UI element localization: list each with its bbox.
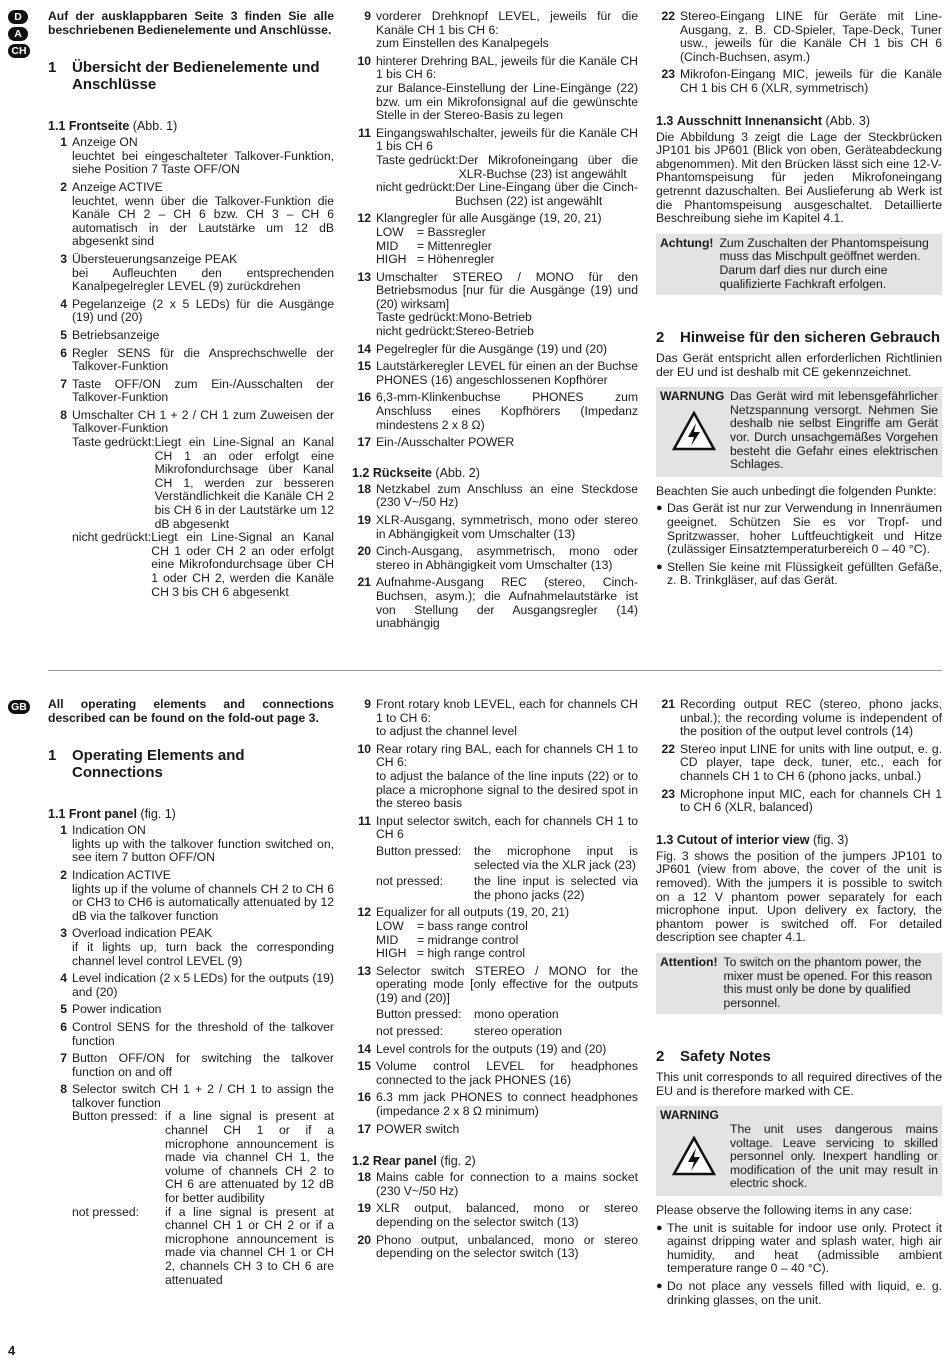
de-observe-text: Beachten Sie auch unbedingt die folgenden Punkte:	[656, 483, 937, 498]
de-item-3: 3 Übersteuerungsanzeige PEAK bei Aufleuchten den entsprechenden Kanalpegelregler LEVEL (9) zurückdrehen	[60, 251, 334, 294]
de-item-22: 22 Stereo-Eingang LINE für Geräte mit Line-Ausgang, z. B. CD-Spieler, Tape-Deck, Tuner usw., jeweils für die Kanäle CH 1 bis CH 6 (Cinch-Buchsen, asym.)	[661, 9, 942, 64]
section-divider	[48, 670, 942, 671]
de-item-5: 5 Betriebsanzeige	[60, 327, 160, 342]
en-column-3	[656, 698, 942, 1307]
de-item-20: 20 Cinch-Ausgang, asymmetrisch, mono oder stereo in Abhängigkeit vom Umschalter (13)	[357, 544, 638, 572]
en-item-21: 21 Recording output REC (stereo, phono jacks, unbal.); the recording volume is independent of the position of the output level controls (14)	[661, 697, 942, 739]
de-item-13: 13 Umschalter STEREO / MONO für den Betriebsmodus [nur für die Ausgänge (19) und (20) wirksam] Taste gedrückt: Mono-Betrieb nicht gedrückt: Stereo-Betrieb	[357, 269, 638, 339]
en-bullet-2: ● Do not place any vessels filled with liquid, e. g. drinking glasses, on the unit.	[656, 1279, 942, 1307]
en-heading-2: 2 Safety Notes	[656, 1048, 771, 1066]
de-item-23: 23 Mikrofon-Eingang MIC, jeweils für die Kanäle CH 1 bis CH 6 (XLR, symmetrisch)	[661, 67, 942, 95]
german-section	[0, 0, 950, 655]
de-bullet-2: ● Stellen Sie keine mit Flüssigkeit gefüllten Gefäße, z. B. Trinkgläser, auf das Gerät.	[656, 559, 942, 588]
lightning-triangle-icon	[672, 1136, 716, 1176]
en-safety-text: This unit corresponds to all required directives of the EU and is therefore marked with CE.	[656, 1070, 942, 1098]
badge-a: A	[8, 27, 28, 41]
de-item-10: 10 hinterer Drehring BAL, jeweils für die Kanäle CH 1 bis CH 6: zur Balance-Einstellung der Line-Eingänge (22) bzw. um ein Mikrofonsignal auf die gewünschte Stelle in der Stereo-Basis zu legen	[357, 53, 638, 123]
de-intro: Auf der ausklappbaren Seite 3 finden Sie alle beschriebenen Bedienelemente und Anschlüsse.	[48, 9, 334, 37]
de-item-2: 2 Anzeige ACTIVE leuchtet, wenn über die Talkover-Funktion die Kanäle CH 2 – CH 6 bzw. CH 3 – CH 6 automatisch in der Lautstärke um 12 dB abgesenkt sind	[60, 179, 334, 249]
de-interior-text: Die Abbildung 3 zeigt die Lage der Steckbrücken JP101 bis JP601 (Blick von oben, Geräteabdeckung abgenommen). Mit den Brücken lässt sich eine 12-V-Phantomspeisung für jeden Mikrofoneingang getrennt dazuschalten. Bei Auslieferung ab Werk ist die Phantomspeisung ausgeschaltet. Detaillierte Beschreibung siehe im Kapitel 4.1.	[656, 129, 942, 226]
en-item-7: 7 Button OFF/ON for switching the talkover function on and off	[60, 1051, 334, 1079]
en-bullet-1: ● The unit is suitable for indoor use only. Protect it against dripping water and splash water, high air humidity, and heat (admissible ambient temperature range 0 – 40 °C).	[656, 1220, 942, 1276]
en-item-3: 3 Overload indication PEAK if it lights up, turn back the corresponding channel level control LEVEL (9)	[60, 926, 334, 968]
en-item-22: 22 Stereo input LINE for units with line output, e. g. CD player, tape deck, tuner, etc., each for channels CH 1 to CH 6 (phono jacks, unbal.)	[661, 741, 942, 783]
en-item-6: 6 Control SENS for the threshold of the talkover function	[60, 1019, 334, 1048]
en-item-5: 5 Power indication	[60, 1002, 162, 1017]
en-observe-text: Please observe the following items in any case:	[656, 1203, 913, 1218]
de-item-16: 16 6,3-mm-Klinkenbuchse PHONES zum Anschluss eines Kopfhörers (Impedanz mindestens 2 x 8 Ω)	[357, 390, 638, 432]
de-item-8: 8 Umschalter CH 1 + 2 / CH 1 zum Zuweisen der Talkover-Funktion Taste gedrückt: Liegt ein Line-Signal an Kanal CH 1 an oder erfolgt eine Mikrofondurchsage über Kanal CH 1, werden zur besseren Verständlichkeit die Kanäle CH 2 bis CH 6 in der Lautstärke um 12 dB abgesenkt nicht gedrückt: Liegt ein Line-Signal an Kanal CH 1 oder CH 2 an oder erfolgt eine Mikrofondurchsage über CH 1 oder CH 2, werden die Kanäle CH 3 bis CH 6 abgesenkt	[60, 407, 334, 599]
language-badges-de	[8, 10, 30, 61]
en-item-9: 9 Front rotary knob LEVEL, each for channels CH 1 to CH 6: to adjust the channel level	[364, 697, 638, 739]
de-heading-2: 2 Hinweise für den sicheren Gebrauch	[656, 329, 941, 347]
de-item-4: 4 Pegelanzeige (2 x 5 LEDs) für die Ausgänge (19) und (20)	[60, 296, 334, 325]
en-attention-note: Attention! To switch on the phantom power, the mixer must be opened. For this reason this must only be done by qualified personnel.	[656, 953, 942, 1014]
de-heading-1-3: 1.3 Ausschnitt Innenansicht (Abb. 3)	[656, 113, 870, 128]
en-item-4: 4 Level indication (2 x 5 LEDs) for the outputs (19) and (20)	[60, 971, 334, 999]
en-heading-1-2: 1.2 Rear panel (fig. 2)	[352, 1154, 476, 1169]
en-item-17: 17 POWER switch	[357, 1121, 460, 1136]
en-item-10: 10 Rear rotary ring BAL, each for channels CH 1 to CH 6: to adjust the balance of the line inputs (22) or to place a microphone signal to the desired spot in the stereo basis	[357, 741, 638, 811]
de-item-14: 14 Pegelregler für die Ausgänge (19) und (20)	[357, 341, 608, 356]
de-item-17: 17 Ein-/Ausschalter POWER	[357, 435, 515, 450]
de-column-1	[48, 10, 334, 603]
de-attention-note: Achtung! Zum Zuschalten der Phantomspeisung muss das Mischpult geöffnet werden. Darum darf dies nur durch eine qualifizierte Fachkraft erfolgen.	[656, 234, 942, 295]
de-item-1: 1 Anzeige ON leuchtet bei eingeschalteter Talkover-Funktion, siehe Position 7 Taste OFF/ON	[60, 135, 334, 177]
badge-ch: CH	[8, 44, 30, 58]
en-item-1: 1 Indication ON lights up with the talkover function switched on, see item 7 button OFF/ON	[60, 823, 334, 865]
en-item-16: 16 6.3 mm jack PHONES to connect headphones (impedance 2 x 8 Ω minimum)	[357, 1090, 638, 1119]
en-interior-text: Fig. 3 shows the position of the jumpers JP101 to JP601 (view from above, the cover of the unit is removed). With the jumpers it is possible to switch on a 12 V phantom power separately for each microphone input. Upon delivery ex factory, the phantom power is switched off. For detailed description see chapter 4.1.	[656, 848, 942, 945]
en-item-12: 12 Equalizer for all outputs (19, 20, 21) LOW = bass range control MID = midrange control HIGH = high range control	[357, 905, 570, 961]
en-item-8: 8 Selector switch CH 1 + 2 / CH 1 to assign the talkover function Button pressed: if a line signal is present at channel CH 1 or if a microphone announcement is made via channel CH 1, the volume of channels CH 2 to CH 6 are attenuated by 12 dB for better audibility not pressed: if a line signal is present at channel CH 1 or CH 2 or if a microphone announcement is made via channel CH 1 or CH 2, channels CH 3 to CH 6 are attenuated	[60, 1082, 334, 1287]
de-item-19: 19 XLR-Ausgang, symmetrisch, mono oder stereo in Abhängigkeit vom Umschalter (13)	[357, 513, 638, 541]
de-heading-1-2: 1.2 Rückseite (Abb. 2)	[352, 465, 480, 480]
en-item-13: 13 Selector switch STEREO / MONO for the operating mode [only effective for the outputs (19) and (20)] Button pressed: mono operation not pressed: stereo operation	[357, 963, 638, 1039]
de-bullet-1: ● Das Gerät ist nur zur Verwendung in Innenräumen geeignet. Schützen Sie es vor Tropf- und Spritzwasser, hoher Luftfeuchtigkeit und Hitze (zulässiger Einsatztemperaturbereich 0 – 40 °C).	[656, 501, 942, 557]
en-heading-1: 1 Operating Elements and Connections	[48, 747, 245, 782]
badge-d: D	[8, 10, 28, 24]
en-item-20: 20 Phono output, unbalanced, mono or stereo depending on the selector switch (13)	[357, 1232, 638, 1261]
en-item-11: 11 Input selector switch, each for channels CH 1 to CH 6 Button pressed: the microphone input is selected via the XLR jack (23) not pressed: the line input is selected via the phono jacks (22)	[358, 813, 638, 902]
de-item-21: 21 Aufnahme-Ausgang REC (stereo, Cinch-Buchsen, asym.); die Aufnahmelautstärke ist von Stellung der Ausgangsregler (14) unabhängig	[357, 575, 638, 631]
en-column-1	[48, 698, 334, 1291]
de-item-9: 9 vorderer Drehknopf LEVEL, jeweils für die Kanäle CH 1 bis CH 6: zum Einstellen des Kanalpegels	[364, 9, 638, 51]
page-number: 4	[8, 1343, 16, 1358]
english-section	[0, 690, 950, 1340]
en-item-19: 19 XLR output, balanced, mono or stereo depending on the selector switch (13)	[357, 1201, 638, 1229]
en-item-15: 15 Volume control LEVEL for headphones connected to the jack PHONES (16)	[357, 1059, 638, 1087]
de-item-11: 11 Eingangswahlschalter, jeweils für die Kanäle CH 1 bis CH 6 Taste gedrückt: Der Mikrofoneingang über die XLR-Buchse (23) ist angewählt nicht gedrückt: Der Line-Eingang über die Cinch-Buchsen (22) ist angewählt	[358, 125, 638, 208]
de-item-6: 6 Regler SENS für die Ansprechschwelle der Talkover-Funktion	[60, 345, 334, 374]
en-warning-box: WARNING The unit uses dangerous mains voltage. Leave servicing to skilled personnel only. Inexpert handling or modification of the unit may result in electric shock.	[656, 1106, 942, 1196]
en-item-23: 23 Microphone input MIC, each for channels CH 1 to CH 6 (XLR, balanced)	[661, 786, 942, 815]
en-column-2	[352, 698, 638, 1265]
en-item-2: 2 Indication ACTIVE lights up if the volume of channels CH 2 to CH 6 or CH3 to CH6 is automatically attenuated by 12 dB via the talkover function	[60, 867, 334, 923]
de-safety-text: Das Gerät entspricht allen erforderlichen Richtlinien der EU und ist deshalb mit CE gekennzeichnet.	[656, 351, 942, 379]
lightning-triangle-icon	[672, 411, 716, 451]
de-item-18: 18 Netzkabel zum Anschluss an eine Steckdose (230 V~/50 Hz)	[357, 481, 638, 510]
de-heading-1-1: 1.1 Frontseite (Abb. 1)	[48, 119, 178, 134]
language-badges-gb	[8, 700, 30, 717]
en-heading-1-3: 1.3 Cutout of interior view (fig. 3)	[656, 832, 849, 847]
de-item-7: 7 Taste OFF/ON zum Ein-/Ausschalten der Talkover-Funktion	[60, 376, 334, 405]
de-item-15: 15 Lautstärkeregler LEVEL für einen an der Buchse PHONES (16) angeschlossenen Kopfhörer	[357, 359, 638, 387]
de-column-3	[656, 10, 942, 588]
de-warning-box: WARNUNG Das Gerät wird mit lebensgefährlicher Netzspannung versorgt. Nehmen Sie deshalb nie selbst Eingriffe am Gerät vor. Durch unsachgemäßes Vorgehen besteht die Gefahr eines elektrischen Schlages.	[656, 387, 942, 477]
de-item-12: 12 Klangregler für alle Ausgänge (19, 20, 21) LOW = Bassregler MID = Mittenregler HIGH = Höhenregler	[357, 211, 602, 267]
de-heading-1: 1 Übersicht der Bedienelemente und Anschlüsse	[48, 59, 320, 94]
en-heading-1-1: 1.1 Front panel (fig. 1)	[48, 807, 176, 822]
de-column-2	[352, 10, 638, 635]
en-item-18: 18 Mains cable for connection to a mains socket (230 V~/50 Hz)	[357, 1170, 638, 1198]
en-intro: All operating elements and connections described can be found on the fold-out page 3.	[48, 697, 334, 725]
badge-gb: GB	[8, 700, 30, 714]
en-item-14: 14 Level controls for the outputs (19) and (20)	[357, 1041, 607, 1056]
